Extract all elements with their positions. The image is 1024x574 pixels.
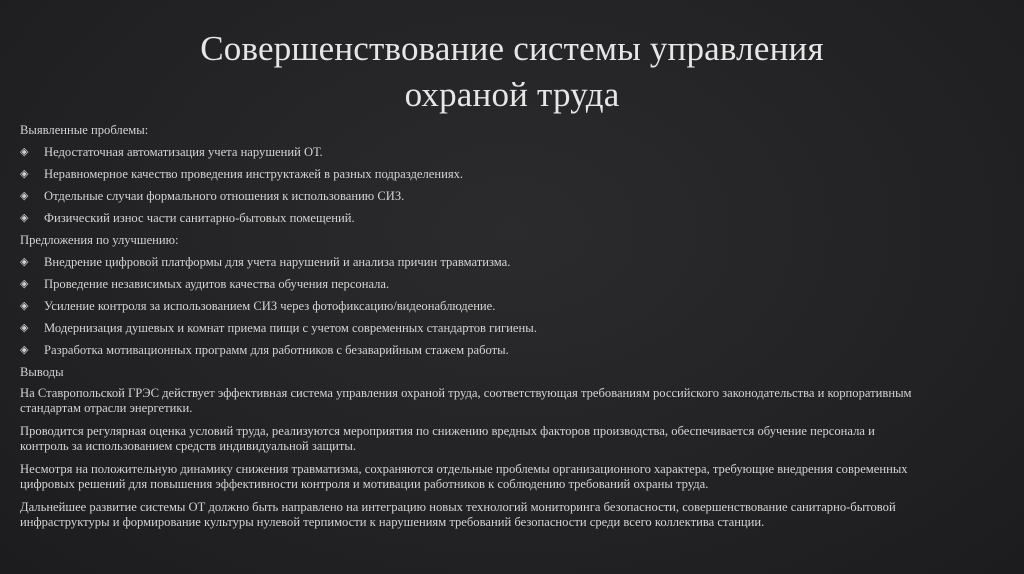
list-item-text: Недостаточная автоматизация учета нарушений ОТ. [44, 145, 323, 159]
title-line-1: Совершенствование системы управления [200, 29, 824, 68]
list-item [20, 341, 920, 363]
list-item-text: Внедрение цифровой платформы для учета нарушений и анализа причин травматизма. [44, 255, 511, 269]
list-item [20, 187, 920, 209]
conclusion-paragraph: Проводится регулярная оценка условий труда, реализуются мероприятия по снижению вредных факторов производства, обеспечивается обучение персонала и контроль за использованием средств индивидуальной защиты. [20, 424, 875, 453]
list-item-text: Усиление контроля за использованием СИЗ через фотофиксацию/видеонаблюдение. [44, 299, 496, 313]
diamond-bullet-icon: ◈ [20, 299, 29, 312]
list-item-text: Модернизация душевых и комнат приема пищи с учетом современных стандартов гигиены. [44, 321, 537, 335]
list-item-text: Разработка мотивационных программ для работников с безаварийным стажем работы. [44, 343, 509, 357]
slide-body [20, 121, 920, 538]
list-item [20, 253, 920, 275]
problems-list [20, 143, 920, 231]
conclusions-heading: Выводы [20, 365, 64, 379]
conclusion-paragraph: Несмотря на положительную динамику снижения травматизма, сохраняются отдельные проблемы организационного характера, требующие внедрения современных цифровых решений для повышения эффективности контроля и мотивации работников к соблюдению требований охраны труда. [20, 462, 908, 491]
problems-heading: Выявленные проблемы: [20, 123, 149, 137]
title-line-2: охраной труда [404, 75, 620, 114]
conclusion-paragraph: Дальнейшее развитие системы ОТ должно быть направлено на интеграцию новых технологий мониторинга безопасности, совершенствование санитарно-бытовой инфраструктуры и формирование культуры нулевой терпимости к нарушениям требований безопасности среди всего коллектива станции. [20, 500, 896, 529]
diamond-bullet-icon: ◈ [20, 321, 29, 334]
list-item-text: Неравномерное качество проведения инструктажей в разных подразделениях. [44, 167, 464, 181]
slide-title [100, 26, 924, 118]
list-item [20, 209, 920, 231]
diamond-bullet-icon: ◈ [20, 167, 29, 180]
proposals-heading: Предложения по улучшению: [20, 233, 179, 247]
list-item-text: Отдельные случаи формального отношения к использованию СИЗ. [44, 189, 405, 203]
list-item [20, 275, 920, 297]
conclusion-paragraph: На Ставропольской ГРЭС действует эффективная система управления охраной труда, соответствующая требованиям российского законодательства и корпоративным стандартам отрасли энергетики. [20, 386, 912, 415]
diamond-bullet-icon: ◈ [20, 277, 29, 290]
diamond-bullet-icon: ◈ [20, 145, 29, 158]
list-item [20, 319, 920, 341]
list-item [20, 297, 920, 319]
list-item-text: Физический износ части санитарно-бытовых помещений. [44, 211, 355, 225]
list-item [20, 143, 920, 165]
diamond-bullet-icon: ◈ [20, 255, 29, 268]
diamond-bullet-icon: ◈ [20, 343, 29, 356]
proposals-list [20, 253, 920, 363]
diamond-bullet-icon: ◈ [20, 189, 29, 202]
diamond-bullet-icon: ◈ [20, 211, 29, 224]
list-item [20, 165, 920, 187]
list-item-text: Проведение независимых аудитов качества обучения персонала. [44, 277, 390, 291]
